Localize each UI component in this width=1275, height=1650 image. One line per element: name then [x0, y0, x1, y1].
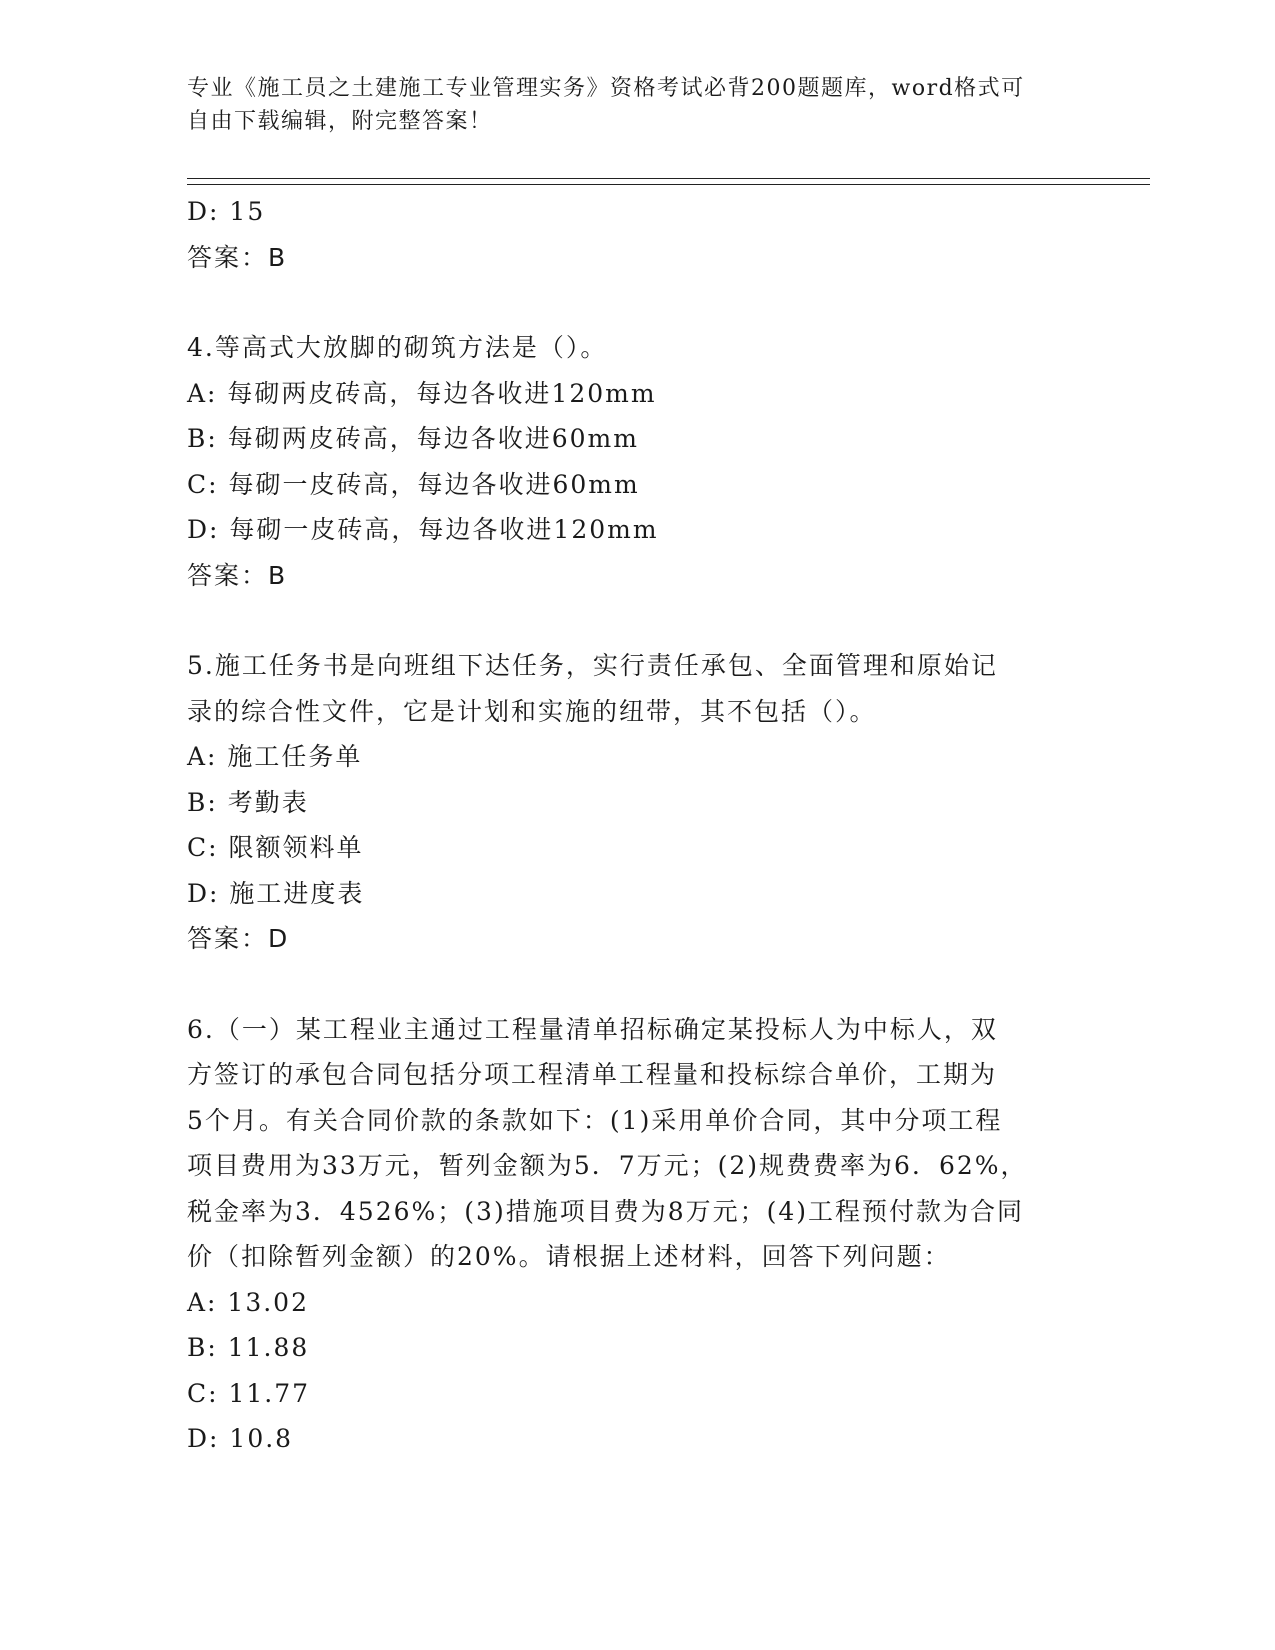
option-a: A: 每砌两皮砖高，每边各收进120mm: [187, 378, 657, 408]
question-stem: 4.等高式大放脚的砌筑方法是（）。: [187, 333, 608, 362]
answer: 答案：D: [187, 924, 290, 953]
stem-line: 税金率为3．4526%；(3)措施项目费为8万元；(4)工程预付款为合同: [187, 1196, 1025, 1226]
question-4: [187, 325, 1067, 598]
option-c: C: 限额领料单: [187, 833, 364, 862]
stem-line: 5个月。有关合同价款的条款如下：(1)采用单价合同，其中分项工程: [187, 1105, 1003, 1135]
option-b: B: 考勤表: [187, 787, 309, 817]
stem-line: 6.（一）某工程业主通过工程量清单招标确定某投标人为中标人，双: [187, 1014, 998, 1044]
page-header: [187, 72, 1067, 138]
spacer: [187, 598, 1067, 643]
option-a: A: 施工任务单: [187, 742, 363, 771]
document-body: [187, 189, 1067, 1462]
header-line-1: 专业《施工员之土建施工专业管理实务》资格考试必背200题题库，word格式可: [187, 76, 1025, 101]
header-line-2: 自由下载编辑，附完整答案！: [187, 109, 493, 134]
option-c: C: 每砌一皮砖高，每边各收进60mm: [187, 469, 640, 499]
stem-line: 方签订的承包合同包括分项工程清单工程量和投标综合单价，工期为: [187, 1060, 998, 1089]
question-3: [187, 189, 1067, 280]
question-5: [187, 643, 1067, 962]
answer: 答案：B: [187, 560, 288, 590]
header-divider: [187, 178, 1150, 185]
question-stem: [187, 643, 1067, 734]
question-6: [187, 1007, 1067, 1462]
option-c: C: 11.77: [187, 1378, 311, 1408]
question-stem: [187, 1007, 1067, 1280]
stem-line: 录的综合性文件，它是计划和实施的纽带，其不包括（）。: [187, 696, 877, 726]
stem-line: 5.施工任务书是向班组下达任务，实行责任承包、全面管理和原始记: [187, 651, 998, 680]
option-a: A: 13.02: [187, 1287, 309, 1317]
spacer: [187, 962, 1067, 1007]
option-b: B: 11.88: [187, 1333, 310, 1362]
option-d: D: 10.8: [187, 1424, 294, 1453]
option-b: B: 每砌两皮砖高，每边各收进60mm: [187, 424, 639, 453]
option-d: D: 15: [187, 197, 266, 226]
spacer: [187, 280, 1067, 325]
option-d: D: 每砌一皮砖高，每边各收进120mm: [187, 515, 659, 544]
stem-line: 价（扣除暂列金额）的20%。请根据上述材料，回答下列问题：: [187, 1242, 951, 1271]
option-d: D: 施工进度表: [187, 878, 365, 908]
stem-line: 项目费用为33万元，暂列金额为5．7万元；(2)规费费率为6．62%，: [187, 1151, 1028, 1180]
answer: 答案：B: [187, 242, 288, 272]
